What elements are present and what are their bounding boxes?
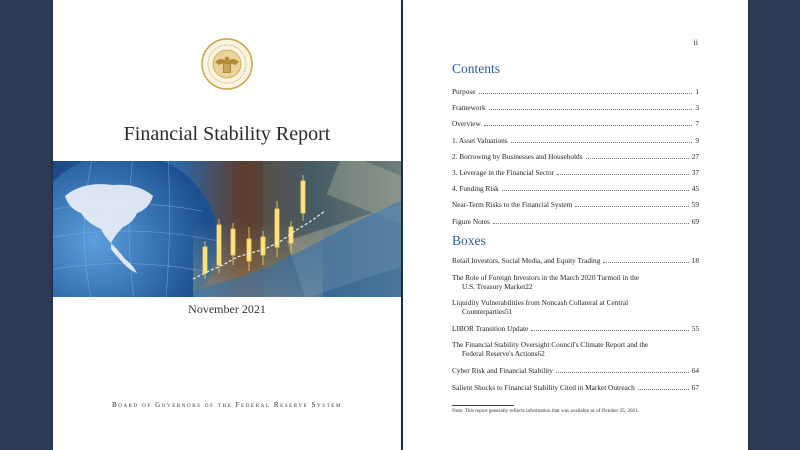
entry-page: 59 bbox=[691, 200, 699, 210]
entry-title: 1. Asset Valuations bbox=[452, 135, 508, 145]
entry-page: 51 bbox=[504, 307, 513, 317]
entry-page: 7 bbox=[695, 119, 699, 129]
box-entry[interactable] bbox=[452, 273, 699, 291]
contents-entry[interactable] bbox=[452, 217, 699, 226]
entry-page: 9 bbox=[695, 135, 699, 145]
entry-title: Retail Investors, Social Media, and Equity Trading bbox=[452, 256, 601, 265]
entry-title: LIBOR Transition Update bbox=[452, 323, 529, 333]
entry-title-continued: Counterparties bbox=[462, 307, 505, 317]
dot-leader bbox=[479, 93, 693, 94]
cover-page bbox=[53, 0, 401, 450]
issuer-text: Board of Governors of the Federal Reserve System bbox=[111, 401, 342, 409]
entry-page: 1 bbox=[695, 87, 699, 96]
entry-page: 55 bbox=[691, 323, 699, 333]
dot-leader bbox=[556, 372, 689, 373]
page-number: ii bbox=[693, 38, 698, 47]
entry-page: 45 bbox=[691, 184, 699, 194]
entry-title-continued: Federal Reserve's Actions bbox=[462, 349, 538, 359]
entry-title-continued: U.S. Treasury Market bbox=[462, 281, 526, 291]
dot-leader bbox=[531, 330, 688, 331]
entry-page: 67 bbox=[691, 382, 699, 392]
dot-leader bbox=[484, 125, 693, 126]
dot-leader bbox=[511, 142, 693, 143]
entry-page: 69 bbox=[691, 216, 699, 226]
boxes-heading: Boxes bbox=[452, 233, 486, 248]
entry-title: The Financial Stability Oversight Council's Climate Report and the bbox=[452, 340, 649, 350]
entry-title: 3. Leverage in the Financial Sector bbox=[452, 167, 555, 177]
entry-title: Framework bbox=[452, 103, 486, 113]
box-entry[interactable] bbox=[452, 324, 699, 333]
dot-leader bbox=[603, 262, 688, 263]
box-entry[interactable] bbox=[452, 340, 699, 358]
cover-illustration bbox=[53, 161, 401, 297]
footnote-divider bbox=[452, 405, 514, 406]
box-entry[interactable] bbox=[452, 256, 699, 265]
dot-leader bbox=[575, 206, 688, 207]
contents-entry[interactable] bbox=[452, 136, 699, 145]
cover-date: November 2021 bbox=[188, 302, 266, 316]
dot-leader bbox=[557, 174, 689, 175]
entry-title: 4. Funding Risk bbox=[452, 184, 499, 194]
contents-heading: Contents bbox=[452, 61, 501, 76]
contents-entry[interactable] bbox=[452, 152, 699, 161]
entry-title: Figure Notes bbox=[452, 216, 490, 226]
contents-page bbox=[403, 0, 748, 450]
footnote: Note: This report generally reflects information that was available as of October 25, 2021. bbox=[452, 408, 640, 414]
box-entry[interactable] bbox=[452, 366, 699, 375]
entry-page: 27 bbox=[691, 151, 699, 161]
entry-title: Liquidity Vulnerabilities from Noncash Collateral at Central bbox=[452, 298, 629, 308]
entry-title: Salient Shocks to Financial Stability Cited in Market Outreach bbox=[452, 382, 635, 392]
entry-title: Cyber Risk and Financial Stability bbox=[452, 365, 553, 375]
dot-leader bbox=[638, 389, 689, 390]
entry-title: The Role of Foreign Investors in the March 2020 Turmoil in the bbox=[452, 272, 640, 282]
entry-page: 22 bbox=[525, 281, 533, 291]
contents-entry[interactable] bbox=[452, 103, 699, 112]
dot-leader bbox=[586, 158, 689, 159]
entry-page: 37 bbox=[691, 167, 699, 177]
federal-reserve-seal-icon bbox=[201, 38, 253, 90]
boxes-list bbox=[452, 256, 699, 399]
dot-leader bbox=[493, 223, 689, 224]
contents-entry[interactable] bbox=[452, 119, 699, 128]
entry-title: Near-Term Risks to the Financial System bbox=[452, 200, 573, 210]
contents-entry[interactable] bbox=[452, 184, 699, 193]
box-entry[interactable] bbox=[452, 298, 699, 316]
contents-entry[interactable] bbox=[452, 87, 699, 96]
entry-page: 64 bbox=[691, 365, 699, 375]
entry-title: 2. Borrowing by Businesses and Households bbox=[452, 151, 583, 161]
dot-leader bbox=[502, 190, 689, 191]
cover-title: Financial Stability Report bbox=[123, 123, 331, 145]
entry-page: 3 bbox=[695, 103, 699, 113]
cover-issuer bbox=[53, 401, 401, 409]
entry-title: Purpose bbox=[452, 87, 476, 96]
dot-leader bbox=[489, 109, 693, 110]
entry-title: Overview bbox=[452, 119, 481, 129]
box-entry[interactable] bbox=[452, 383, 699, 392]
contents-entry[interactable] bbox=[452, 200, 699, 209]
contents-list bbox=[452, 87, 699, 233]
entry-page: 62 bbox=[537, 349, 545, 359]
contents-entry[interactable] bbox=[452, 168, 699, 177]
entry-page: 18 bbox=[691, 256, 699, 265]
